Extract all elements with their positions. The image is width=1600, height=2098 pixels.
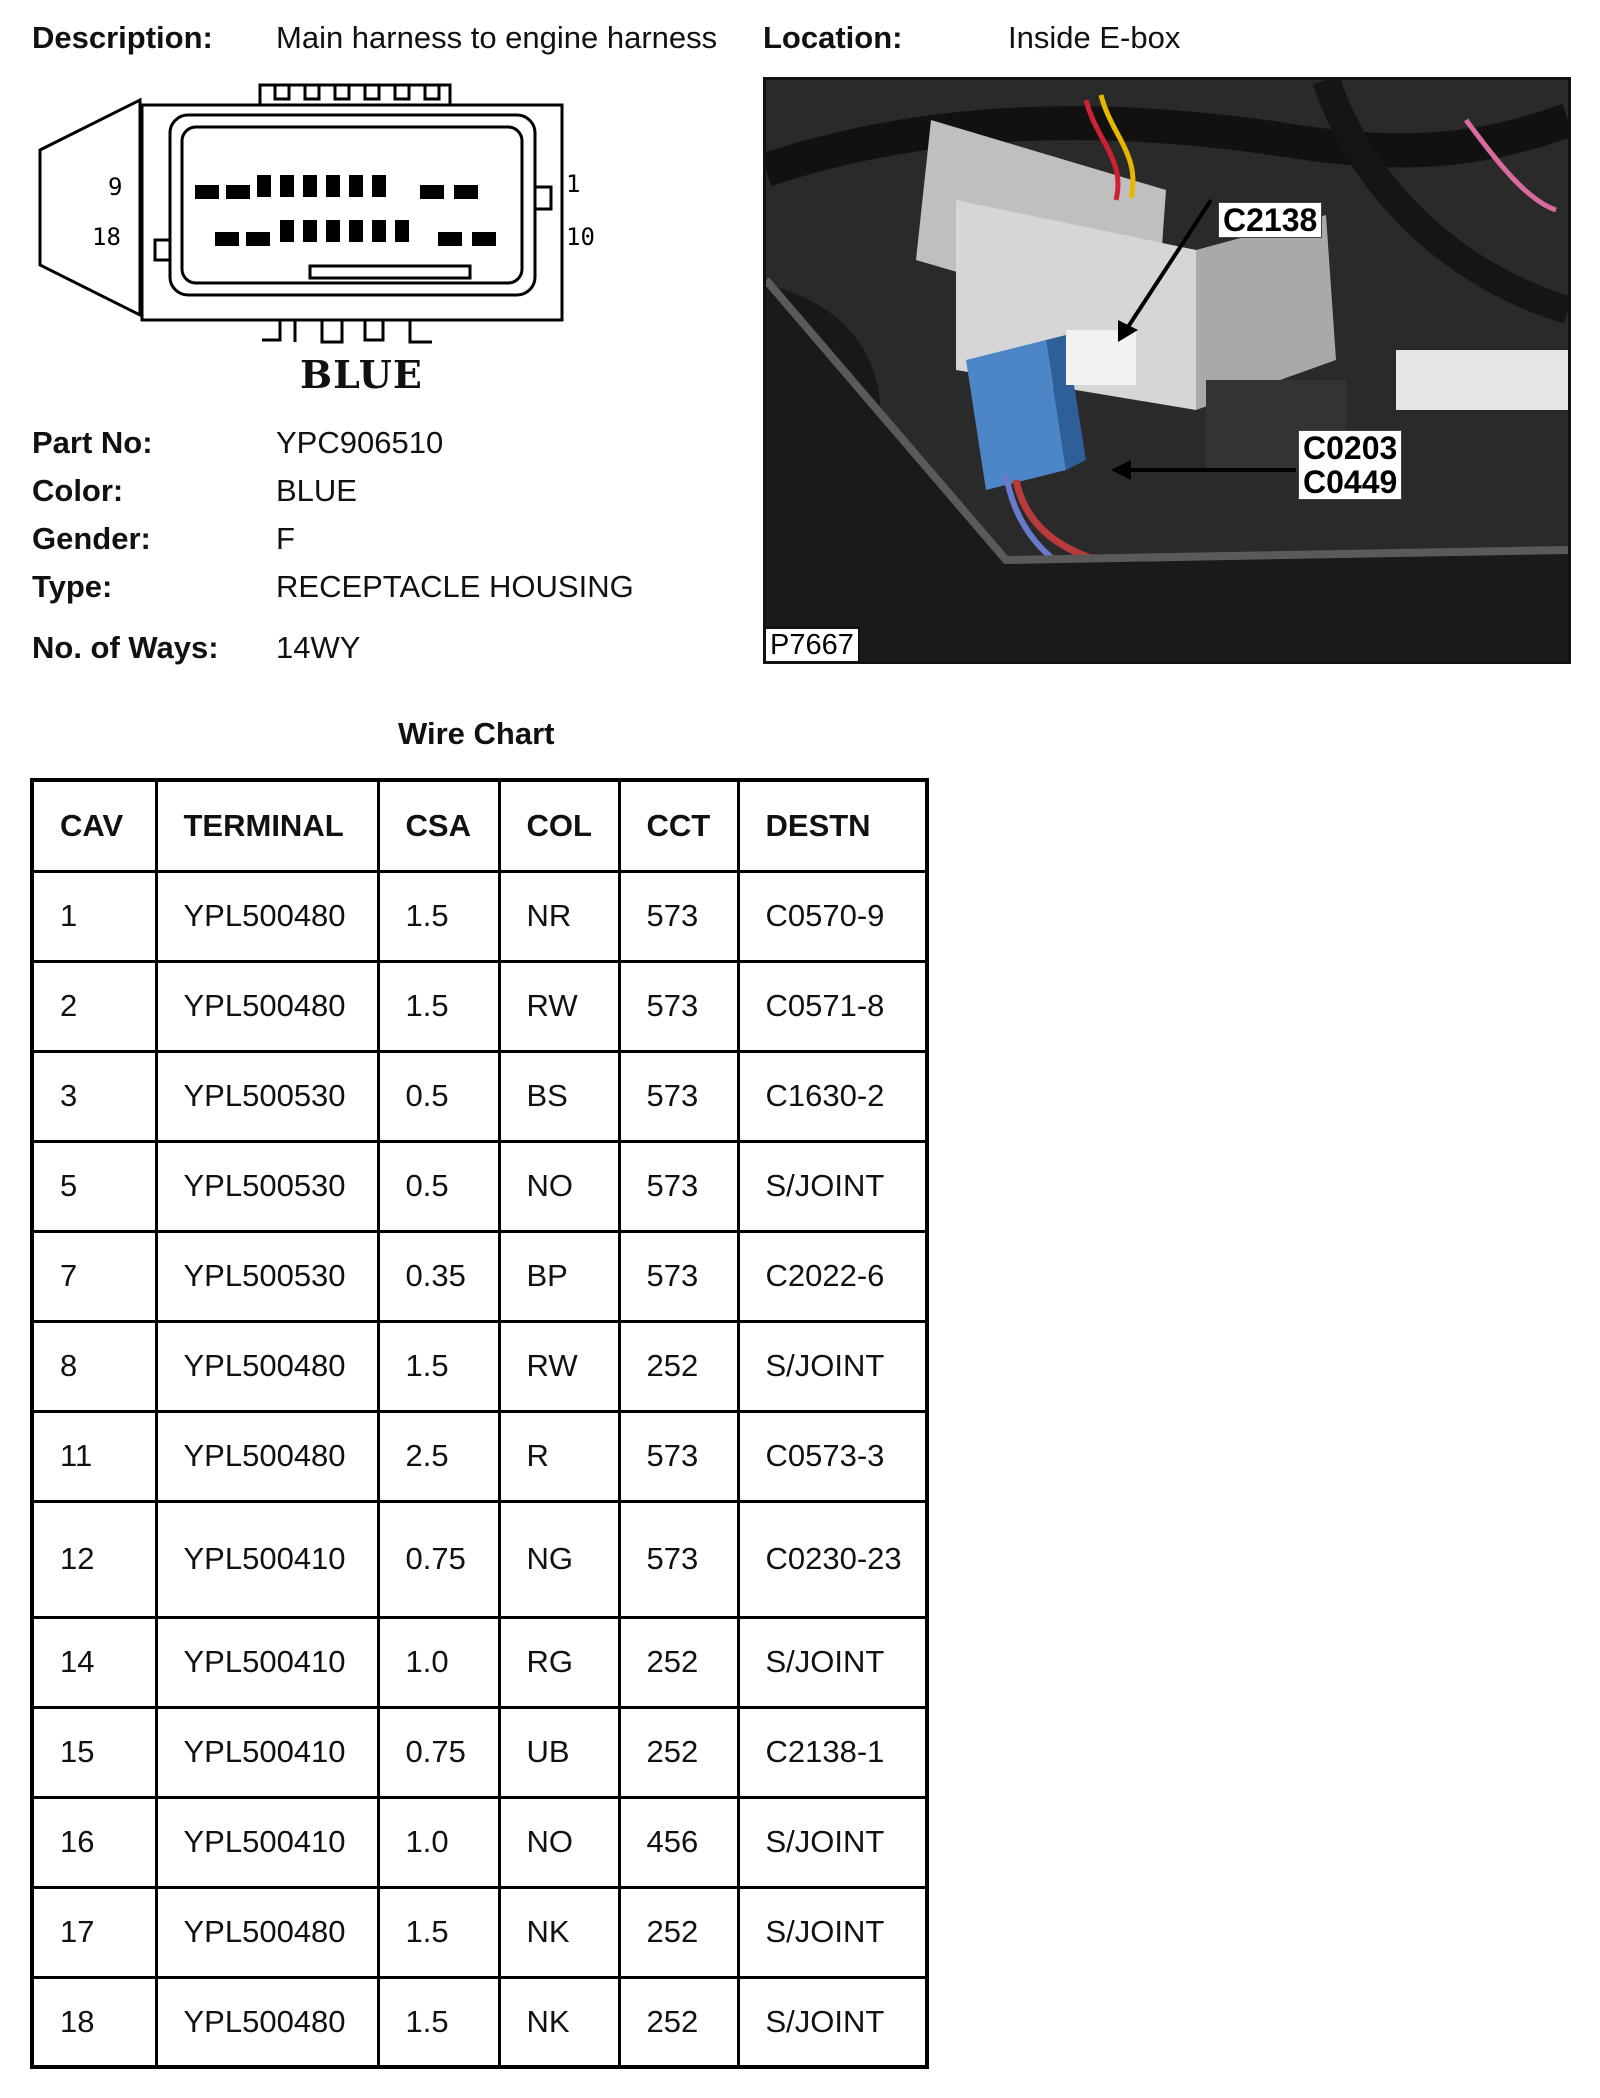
cell-destn: C2022-6 [738, 1231, 927, 1321]
column-header-terminal: TERMINAL [156, 780, 378, 871]
cell-csa: 1.0 [378, 1617, 499, 1707]
cell-destn: C0573-3 [738, 1411, 927, 1501]
cell-cct: 252 [619, 1707, 738, 1797]
column-header-cav: CAV [32, 780, 156, 871]
cell-terminal: YPL500410 [156, 1501, 378, 1617]
cell-csa: 1.0 [378, 1797, 499, 1887]
cell-csa: 0.5 [378, 1141, 499, 1231]
gender-label: Gender: [32, 521, 151, 556]
location-label: Location: [763, 20, 903, 55]
cell-cct: 573 [619, 961, 738, 1051]
table-row [32, 1051, 927, 1141]
location-value: Inside E-box [1008, 20, 1181, 55]
cell-destn: S/JOINT [738, 1321, 927, 1411]
cell-destn: C0230-23 [738, 1501, 927, 1617]
cell-terminal: YPL500480 [156, 1977, 378, 2067]
cell-csa: 1.5 [378, 1887, 499, 1977]
cell-cct: 252 [619, 1887, 738, 1977]
cell-destn: S/JOINT [738, 1797, 927, 1887]
cell-col: NO [499, 1141, 619, 1231]
table-row [32, 1617, 927, 1707]
cell-terminal: YPL500530 [156, 1231, 378, 1321]
cell-cav: 5 [32, 1141, 156, 1231]
description-label: Description: [32, 20, 213, 55]
table-row [32, 1707, 927, 1797]
connector-color-label: BLUE [300, 352, 423, 397]
ways-value: 14WY [276, 630, 361, 665]
cell-terminal: YPL500530 [156, 1141, 378, 1231]
cell-col: NK [499, 1887, 619, 1977]
pin-label-10: 10 [566, 223, 595, 251]
table-row [32, 961, 927, 1051]
cell-col: BP [499, 1231, 619, 1321]
cell-cav: 7 [32, 1231, 156, 1321]
table-row [32, 1321, 927, 1411]
cell-cct: 573 [619, 1051, 738, 1141]
cell-cct: 573 [619, 1141, 738, 1231]
column-header-destn: DESTN [738, 780, 927, 871]
cell-cav: 2 [32, 961, 156, 1051]
type-label: Type: [32, 569, 113, 604]
cell-terminal: YPL500480 [156, 871, 378, 961]
cell-cct: 456 [619, 1797, 738, 1887]
cell-cav: 16 [32, 1797, 156, 1887]
cell-cav: 18 [32, 1977, 156, 2067]
cell-terminal: YPL500530 [156, 1051, 378, 1141]
cell-destn: S/JOINT [738, 1141, 927, 1231]
cell-col: NO [499, 1797, 619, 1887]
cell-destn: C1630-2 [738, 1051, 927, 1141]
cell-col: NR [499, 871, 619, 961]
cell-cav: 1 [32, 871, 156, 961]
wire-chart-table [30, 778, 929, 2069]
cell-destn: C2138-1 [738, 1707, 927, 1797]
table-row [32, 1141, 927, 1231]
table-row [32, 1501, 927, 1617]
cell-cct: 252 [619, 1977, 738, 2067]
part-no-value: YPC906510 [276, 425, 444, 460]
table-row [32, 871, 927, 961]
cell-col: R [499, 1411, 619, 1501]
cell-col: NG [499, 1501, 619, 1617]
photo-id: P7667 [766, 627, 860, 661]
table-row [32, 1977, 927, 2067]
cell-cct: 252 [619, 1617, 738, 1707]
column-header-cct: CCT [619, 780, 738, 871]
cell-csa: 0.75 [378, 1707, 499, 1797]
cell-col: RG [499, 1617, 619, 1707]
cell-destn: C0571-8 [738, 961, 927, 1051]
cell-col: RW [499, 961, 619, 1051]
ways-label: No. of Ways: [32, 630, 219, 665]
cell-terminal: YPL500410 [156, 1707, 378, 1797]
color-label: Color: [32, 473, 124, 508]
callout-c0203-c0449: C0203 C0449 [1298, 430, 1402, 500]
cell-cct: 573 [619, 1411, 738, 1501]
table-row [32, 1797, 927, 1887]
cell-col: UB [499, 1707, 619, 1797]
wire-chart-title: Wire Chart [398, 716, 555, 751]
cell-cav: 12 [32, 1501, 156, 1617]
gender-value: F [276, 521, 295, 556]
photo-scene [766, 80, 1568, 661]
table-row [32, 1231, 927, 1321]
cell-col: BS [499, 1051, 619, 1141]
cell-destn: S/JOINT [738, 1977, 927, 2067]
cell-csa: 1.5 [378, 871, 499, 961]
cell-terminal: YPL500480 [156, 1887, 378, 1977]
pin-label-18: 18 [92, 223, 121, 251]
table-row [32, 1411, 927, 1501]
cell-cav: 14 [32, 1617, 156, 1707]
part-no-label: Part No: [32, 425, 153, 460]
cell-csa: 0.35 [378, 1231, 499, 1321]
cell-cav: 3 [32, 1051, 156, 1141]
type-value: RECEPTACLE HOUSING [276, 569, 634, 604]
cell-terminal: YPL500480 [156, 961, 378, 1051]
location-photo [763, 77, 1571, 664]
column-header-csa: CSA [378, 780, 499, 871]
cell-terminal: YPL500410 [156, 1617, 378, 1707]
callout-c2138: C2138 [1218, 202, 1322, 238]
table-header-row [32, 780, 927, 871]
cell-cav: 17 [32, 1887, 156, 1977]
cell-col: NK [499, 1977, 619, 2067]
pin-label-9: 9 [108, 173, 123, 201]
column-header-col: COL [499, 780, 619, 871]
cell-csa: 2.5 [378, 1411, 499, 1501]
cell-terminal: YPL500480 [156, 1321, 378, 1411]
cell-cct: 573 [619, 871, 738, 961]
color-value: BLUE [276, 473, 357, 508]
cell-cct: 252 [619, 1321, 738, 1411]
cell-terminal: YPL500480 [156, 1411, 378, 1501]
cell-cav: 15 [32, 1707, 156, 1797]
cell-destn: C0570-9 [738, 871, 927, 961]
cell-csa: 1.5 [378, 961, 499, 1051]
cell-destn: S/JOINT [738, 1887, 927, 1977]
cell-cav: 8 [32, 1321, 156, 1411]
cell-terminal: YPL500410 [156, 1797, 378, 1887]
description-value: Main harness to engine harness [276, 20, 718, 55]
cell-csa: 1.5 [378, 1321, 499, 1411]
cell-csa: 0.5 [378, 1051, 499, 1141]
table-row [32, 1887, 927, 1977]
pin-label-1: 1 [566, 170, 581, 198]
cell-csa: 0.75 [378, 1501, 499, 1617]
cell-destn: S/JOINT [738, 1617, 927, 1707]
cell-cct: 573 [619, 1231, 738, 1321]
cell-col: RW [499, 1321, 619, 1411]
cell-csa: 1.5 [378, 1977, 499, 2067]
cell-cav: 11 [32, 1411, 156, 1501]
cell-cct: 573 [619, 1501, 738, 1617]
